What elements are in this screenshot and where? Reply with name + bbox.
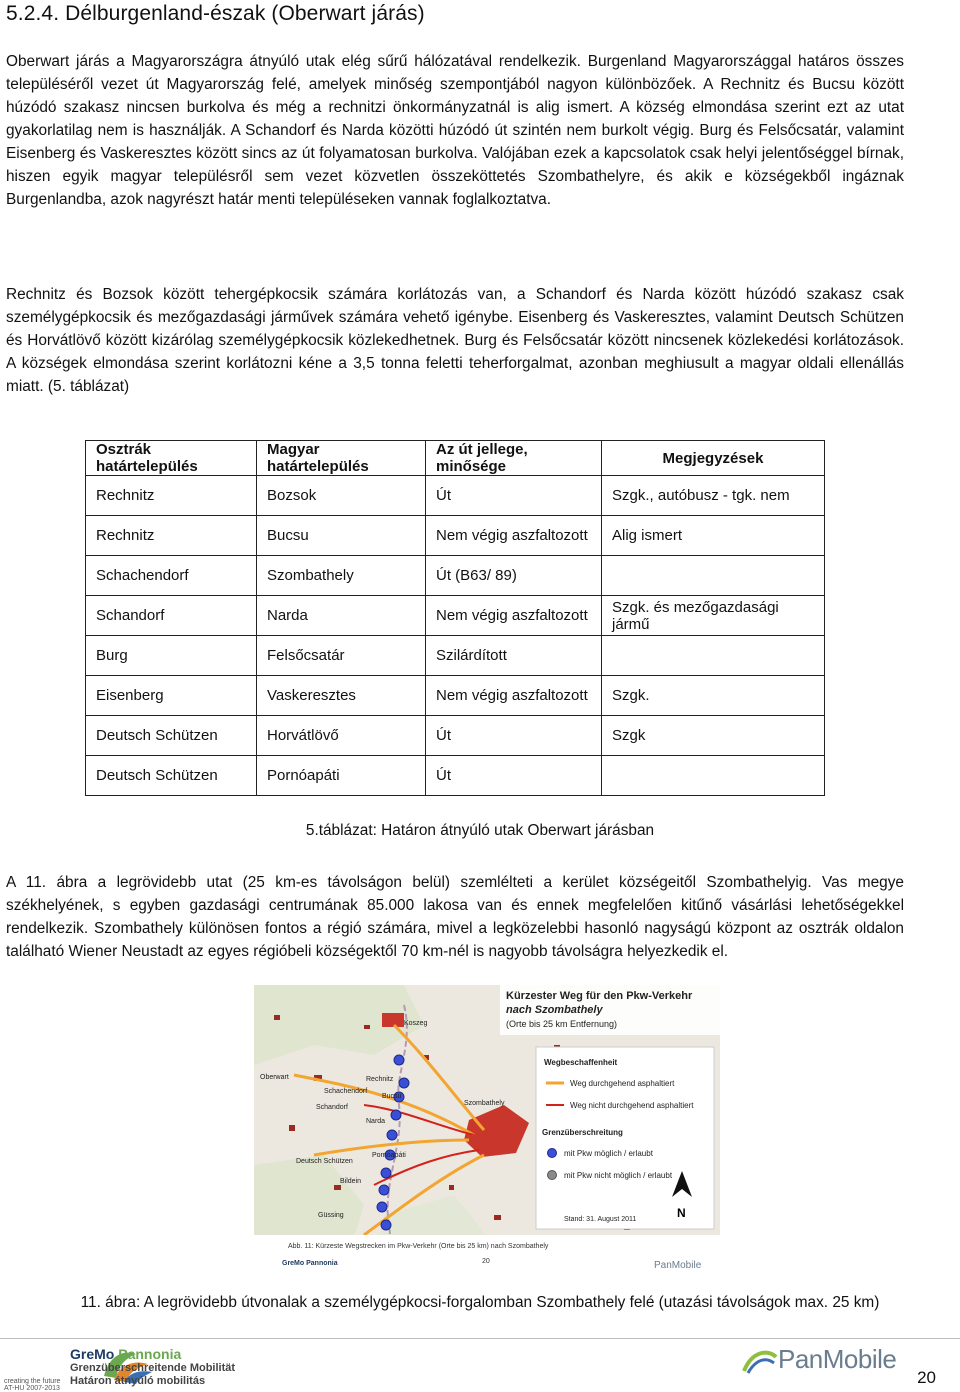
table-row xyxy=(86,716,825,756)
map-page: 20 xyxy=(482,1258,490,1265)
route-map-figure xyxy=(254,985,720,1269)
route-map xyxy=(254,985,720,1269)
table-cell: Szombathely xyxy=(257,556,426,596)
map-label: Güssing xyxy=(318,1212,344,1219)
section-heading: 5.2.4. Délburgenland-észak (Oberwart járás) xyxy=(6,2,425,25)
table-cell: Nem végig aszfaltozott xyxy=(426,596,602,636)
gremo-title-a: GreMo xyxy=(70,1346,115,1362)
table-cell: Deutsch Schützen xyxy=(86,756,257,796)
gremo-title-b: Pannonia xyxy=(114,1346,182,1362)
paragraph-3: A 11. ábra a legrövidebb utat (25 km-es távolságon belül) szemlélteti a kerület községeitől Szombathelyig. Vas megye székhelyének, s egyben gazdasági centrumának 85.000 lakosa van és ennek megfelelően kitűnő vásárlási lehetőségekkel rendelkezik. Szombathely különösen fontos a régió számára, mivel a legközelebbi hasonló nagyságú központ az osztrák oldalon található Wiener Neustadt az egyes régióbeli községektől 70 km-nél is nagyobb távolságra helyezkedik el. xyxy=(6,874,904,960)
legend-title: Wegbeschaffenheit xyxy=(544,1058,618,1067)
creating-the-future-text: creating the future AT-HU 2007-2013 xyxy=(4,1378,61,1392)
table-cell: Schachendorf xyxy=(86,556,257,596)
paragraph-1: Oberwart járás a Magyarországra átnyúló utak elég sűrű hálózatával rendelkezik. Burgenland Magyarországgal határos összes településéről vezet út Magyarország felé, amelyek minőség szempontjából nagyon különbözőek. A Rechnitz és Bucsu között húzódó szakasz nincsen burkolva és még a rechnitzi önkormányzatnál is alig ismert. A község elmondása szerint ezt az utat gyakorlatilag nem is használják. A Schandorf és Narda közötti húzódó út szintén nem burkolt végig. Burg és Felsőcsatár, valamint Eisenberg és Vaskeresztes között sincs az út folyamatosan burkolva. Valójában ezek a kapcsolatok csak helyi jelentőséggel bírnak, hiszen egyik magyar településről sem vezet közvetlen összeköttetés Szombathelyre, és akik e községekből ingáznak Burgenlandba, azok nagyrészt határ menti településeken vannak foglalkoztatva. xyxy=(6,53,904,208)
table-cell xyxy=(602,556,825,596)
gremo-subtitle-1: Grenzüberschreitende Mobilität xyxy=(70,1362,236,1374)
map-label: Rechnitz xyxy=(366,1076,394,1083)
table-cell: Felsőcsatár xyxy=(257,636,426,676)
table-cell: Nem végig aszfaltozott xyxy=(426,676,602,716)
table-cell: Rechnitz xyxy=(86,516,257,556)
table-cell: Deutsch Schützen xyxy=(86,716,257,756)
map-label: Bildein xyxy=(340,1178,362,1185)
table-cell: Vaskeresztes xyxy=(257,676,426,716)
map-title: Kürzester Weg für den Pkw-Verkehr xyxy=(506,990,693,1002)
map-brand-left: GreMo Pannonia xyxy=(282,1260,338,1267)
table-row xyxy=(86,516,825,556)
gremo-subtitle-2: Határon átnyúló mobilitás xyxy=(70,1375,206,1387)
legend-item: mit Pkw möglich / erlaubt xyxy=(564,1149,653,1158)
table-header-cell: Az út jellege, minősége xyxy=(426,441,602,476)
paragraph-2: Rechnitz és Bozsok között tehergépkocsik számára korlátozás van, a Schandorf és Narda között húzódó szakasz csak személygépkocsik és mezőgazdasági járművek számára vehető igénybe. Eisenberg és Vaskeresztes, valamint Deutsch Schützen és Horvátlövő között kizárólag személygépkocsik közlekedhetnek. Burg és Felsőcsatár között nincsenek közlekedési korlátozások. A községek elmondása szerint korlátozni kéne a 3,5 tonna feletti teherforgalmat, azonban meghiusult a magyar oldali ellenállás miatt. (5. táblázat) xyxy=(6,286,904,395)
legend-item: mit Pkw nicht möglich / erlaubt xyxy=(564,1171,673,1180)
table-cell: Út xyxy=(426,756,602,796)
table-cell: Alig ismert xyxy=(602,516,825,556)
table-cell: Szgk. xyxy=(602,676,825,716)
table-header-cell: Osztrák határtelepülés xyxy=(86,441,257,476)
table-row xyxy=(86,676,825,716)
map-label: Deutsch Schützen xyxy=(296,1158,353,1165)
map-label: Schachendorf xyxy=(324,1088,368,1095)
map-caption: Abb. 11: Kürzeste Wegstrecken im Pkw-Verkehr (Orte bis 25 km) nach Szombathely xyxy=(288,1243,549,1250)
table-cell: Horvátlövő xyxy=(257,716,426,756)
map-brand-right: PanMobile xyxy=(654,1260,702,1269)
table-cell: Út xyxy=(426,476,602,516)
table-cell: Szilárdított xyxy=(426,636,602,676)
table-cell: Bucsu xyxy=(257,516,426,556)
map-label: Szombathely xyxy=(464,1100,505,1107)
table-cell xyxy=(602,636,825,676)
table-header-row xyxy=(86,441,825,476)
table-cell: Eisenberg xyxy=(86,676,257,716)
table-cell: Szgk., autóbusz - tgk. nem xyxy=(602,476,825,516)
map-label: Pornóapáti xyxy=(372,1152,406,1159)
table-cell xyxy=(602,756,825,796)
table-cell: Út xyxy=(426,716,602,756)
page-number: 20 xyxy=(917,1368,936,1387)
legend-item: Weg nicht durchgehend asphaltiert xyxy=(570,1101,694,1110)
table-cell: Szgk xyxy=(602,716,825,756)
table-cell: Rechnitz xyxy=(86,476,257,516)
gremo-brand xyxy=(70,1346,235,1388)
legend-title: Grenzüberschreitung xyxy=(542,1128,623,1137)
panmobile-arc-icon xyxy=(742,1347,778,1375)
table-caption: 5.táblázat: Határon átnyúló utak Oberwart járásban xyxy=(305,822,655,839)
figure-caption: 11. ábra: A legrövidebb útvonalak a személygépkocsi-forgalomban Szombathely felé (utazási távolságok max. 25 km) xyxy=(80,1294,880,1311)
panmobile-text: PanMobile xyxy=(778,1344,897,1374)
north-label: N xyxy=(677,1206,686,1220)
border-roads-table xyxy=(85,440,825,796)
map-title-2: nach Szombathely xyxy=(506,1004,603,1016)
map-label: Bucsu xyxy=(382,1093,402,1100)
table-cell: Pornóapáti xyxy=(257,756,426,796)
table-row xyxy=(86,756,825,796)
map-label: Oberwart xyxy=(260,1074,289,1081)
table-row xyxy=(86,476,825,516)
map-label: Schandorf xyxy=(316,1104,348,1111)
map-label: Koszeg xyxy=(404,1020,428,1027)
map-subtitle: (Orte bis 25 km Entfernung) xyxy=(506,1019,618,1029)
table-cell: Bozsok xyxy=(257,476,426,516)
legend-date: Stand: 31. August 2011 xyxy=(564,1216,637,1223)
legend-item: Weg durchgehend asphaltiert xyxy=(570,1079,675,1088)
footer-divider xyxy=(0,1338,960,1339)
table-header-cell: Megjegyzések xyxy=(602,441,825,476)
table-cell: Út (B63/ 89) xyxy=(426,556,602,596)
table-cell: Narda xyxy=(257,596,426,636)
table-cell: Szgk. és mezőgazdasági jármű xyxy=(602,596,825,636)
table-row xyxy=(86,636,825,676)
table-header-cell: Magyar határtelepülés xyxy=(257,441,426,476)
table-cell: Nem végig aszfaltozott xyxy=(426,516,602,556)
panmobile-logo xyxy=(742,1344,896,1375)
map-label: Narda xyxy=(366,1118,386,1125)
table-cell: Schandorf xyxy=(86,596,257,636)
table-row xyxy=(86,596,825,636)
table-row xyxy=(86,556,825,596)
table-cell: Burg xyxy=(86,636,257,676)
